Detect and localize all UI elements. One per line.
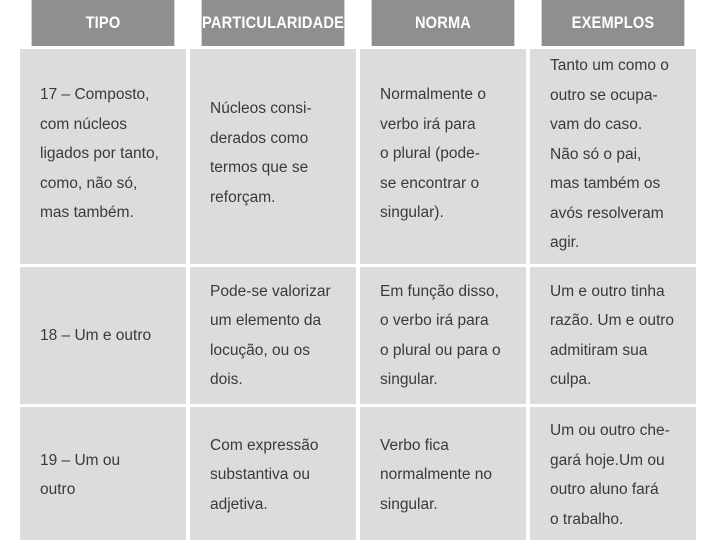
cell-text: Verbo fica normalmente no singular. [380,436,493,513]
table-cell-particularidade [190,49,356,264]
cell-text: 17 – Composto, com núcleos ligados por tanto, como, não só, mas também. [40,86,159,221]
cell-text: Em função disso, o verbo irá para o plural ou para o singular. [380,282,501,388]
cell-text: Um e outro tinha razão. Um e outro admitiram sua culpa. [550,282,675,388]
table-cell-particularidade [190,267,356,404]
table-cell-norma [360,407,526,540]
header-norma: NORMA [372,0,515,46]
cell-text: Tanto um como o outro se ocupa- vam do caso. Não só o pai, mas também os avós resolveram agir. [550,57,669,251]
table-cell-exemplos [530,267,696,404]
header-tipo: TIPO [32,0,175,46]
table-cell-exemplos [530,49,696,264]
concordance-table [20,0,696,540]
cell-text: Pode-se valorizar um elemento da locução, ou os dois. [210,282,331,388]
table-cell-norma [360,49,526,264]
cell-text: Normalmente o verbo irá para o plural (pode- se encontrar o singular). [380,86,486,221]
cell-text: Núcleos consi- derados como termos que se reforçam. [210,100,312,206]
header-particularidade: PARTICULARIDADE [202,0,345,46]
cell-text: 19 – Um ou outro [40,451,121,498]
cell-text: Com expressão substantiva ou adjetiva. [210,436,319,513]
table-cell-tipo [20,49,186,264]
cell-text: 18 – Um e outro [40,326,152,344]
table-cell-norma [360,267,526,404]
table-cell-tipo [20,407,186,540]
cell-text: Um ou outro che- gará hoje.Um ou outro aluno fará o trabalho. [550,422,670,528]
table-cell-tipo [20,267,186,404]
table-cell-exemplos [530,407,696,540]
table-cell-particularidade [190,407,356,540]
header-exemplos: EXEMPLOS [542,0,685,46]
